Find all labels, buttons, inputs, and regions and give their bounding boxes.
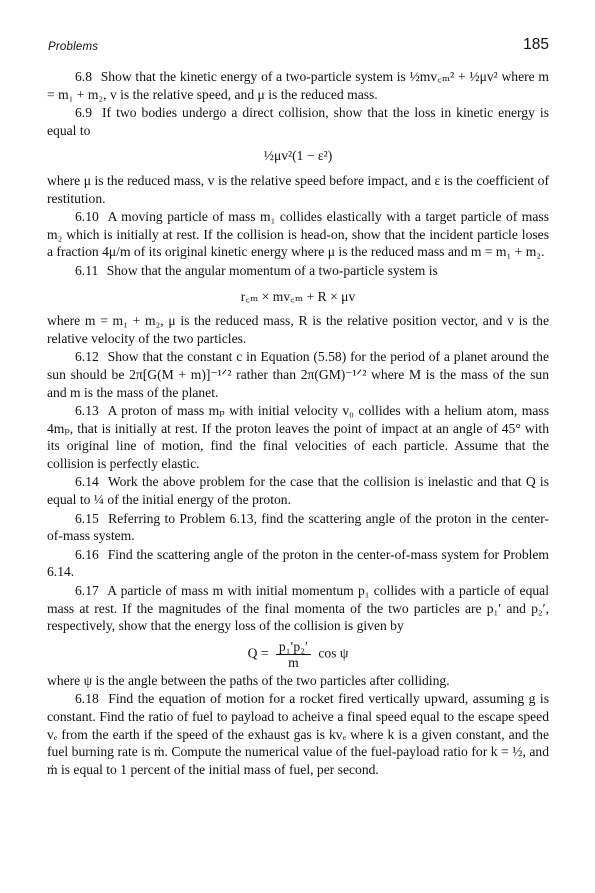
problem-number: 6.11 xyxy=(75,262,99,278)
problem-6-15 xyxy=(47,510,549,545)
problem-text: Work the above problem for the case that the collision is inelastic and that Q is equal to ¼ of the initial energy of the proton. xyxy=(47,474,550,508)
problem-number: 6.16 xyxy=(75,546,99,562)
problem-number: 6.15 xyxy=(75,510,99,526)
problem-number: 6.10 xyxy=(75,209,99,225)
problem-continuation: where ψ is the angle between the paths of the two particles after colliding. xyxy=(47,672,450,688)
problem-number: 6.18 xyxy=(75,691,99,707)
problem-6-13 xyxy=(47,402,549,472)
problem-text: Referring to Problem 6.13, find the scattering angle of the proton in the center-of-mass system. xyxy=(47,510,549,544)
problem-text: Show that the angular momentum of a two-particle system is xyxy=(106,262,438,278)
problem-number: 6.9 xyxy=(75,105,92,121)
problem-text: A particle of mass m with initial momentum p₁ collides with a particle of equal mass at rest. If the magnitudes of the final momenta of the two particles are p₁′ and p₂′, respectively, show that the energy loss of the collision is given by xyxy=(47,583,549,634)
problem-6-8 xyxy=(47,68,549,103)
problem-6-10 xyxy=(47,208,549,261)
fraction-numerator: p₁′p₂′ xyxy=(276,639,311,655)
problem-6-11 xyxy=(47,262,549,280)
problem-6-16 xyxy=(47,546,549,581)
page-number: 185 xyxy=(523,36,549,53)
problem-number: 6.8 xyxy=(75,69,92,84)
problem-text: Show that the constant c in Equation (5.58) for the period of a planet around the sun should be 2π[G(M + m)]⁻¹ᐟ² rather than 2π(GM)⁻¹ᐟ² where M is the mass of the sun and m is the mass of the planet. xyxy=(47,349,549,400)
problem-text: A proton of mass mₚ with initial velocity v₀ collides with a helium atom, mass 4mₚ, that is initially at rest. If the proton leaves the point of impact at an angle of 45° with its original line of motion, find the final velocities of each particle. Assume that the collision is perfectly elastic. xyxy=(47,403,549,471)
problem-text: Show that the kinetic energy of a two-particle system is ½mv꜀ₘ² + ½μv² where m = m₁ + m₂, v is the relative speed, and μ is the reduced mass. xyxy=(47,69,549,102)
equation-lhs: Q = xyxy=(247,645,269,661)
problem-text: A moving particle of mass m₁ collides elastically with a target particle of mass m₂ which is initially at rest. If the collision is head-on, show that the incident particle loses a fraction 4μ/m of its original kinetic energy where μ is the reduced mass and m = m₁ + m₂. xyxy=(47,209,549,260)
problem-text: If two bodies undergo a direct collision, show that the loss in kinetic energy is equal to xyxy=(47,105,549,138)
problem-6-18 xyxy=(47,690,549,778)
running-header-section: Problems xyxy=(48,41,99,53)
problem-number: 6.14 xyxy=(75,474,99,490)
problem-continuation: where μ is the reduced mass, v is the relative speed before impact, and ε is the coefficient of restitution. xyxy=(47,172,549,206)
equation xyxy=(47,639,549,670)
problem-text: Find the equation of motion for a rocket fired vertically upward, assuming g is constant. Find the ratio of fuel to payload to acheive a final speed equal to the escape speed vₑ from the earth if the speed of the exhaust gas is kvₑ where k is a given constant, and the fuel burning rate is ṁ. Compute the numerical value of the fuel-payload ratio for k = ½, and ṁ is equal to 1 percent of the initial mass of fuel, per second. xyxy=(47,691,549,777)
problem-number: 6.17 xyxy=(75,583,99,599)
problem-number: 6.13 xyxy=(75,403,99,419)
equation: r꜀ₘ × mv꜀ₘ + R × μv xyxy=(240,288,356,304)
problems-list xyxy=(47,68,549,779)
equation: ½μv²(1 − ε²) xyxy=(263,148,333,164)
equation-rhs: cos ψ xyxy=(318,645,349,661)
problem-6-17 xyxy=(47,582,549,635)
fraction-denominator: m xyxy=(288,654,299,670)
fraction xyxy=(276,639,311,670)
problem-6-9 xyxy=(47,104,549,139)
problem-6-12 xyxy=(47,348,549,401)
problem-number: 6.12 xyxy=(75,349,99,365)
problem-text: Find the scattering angle of the proton in the center-of-mass system for Problem 6.14. xyxy=(47,546,550,580)
problem-continuation: where m = m₁ + m₂, μ is the reduced mass, R is the relative position vector, and v is the relative velocity of the two particles. xyxy=(47,313,549,346)
problem-6-14 xyxy=(47,473,549,508)
